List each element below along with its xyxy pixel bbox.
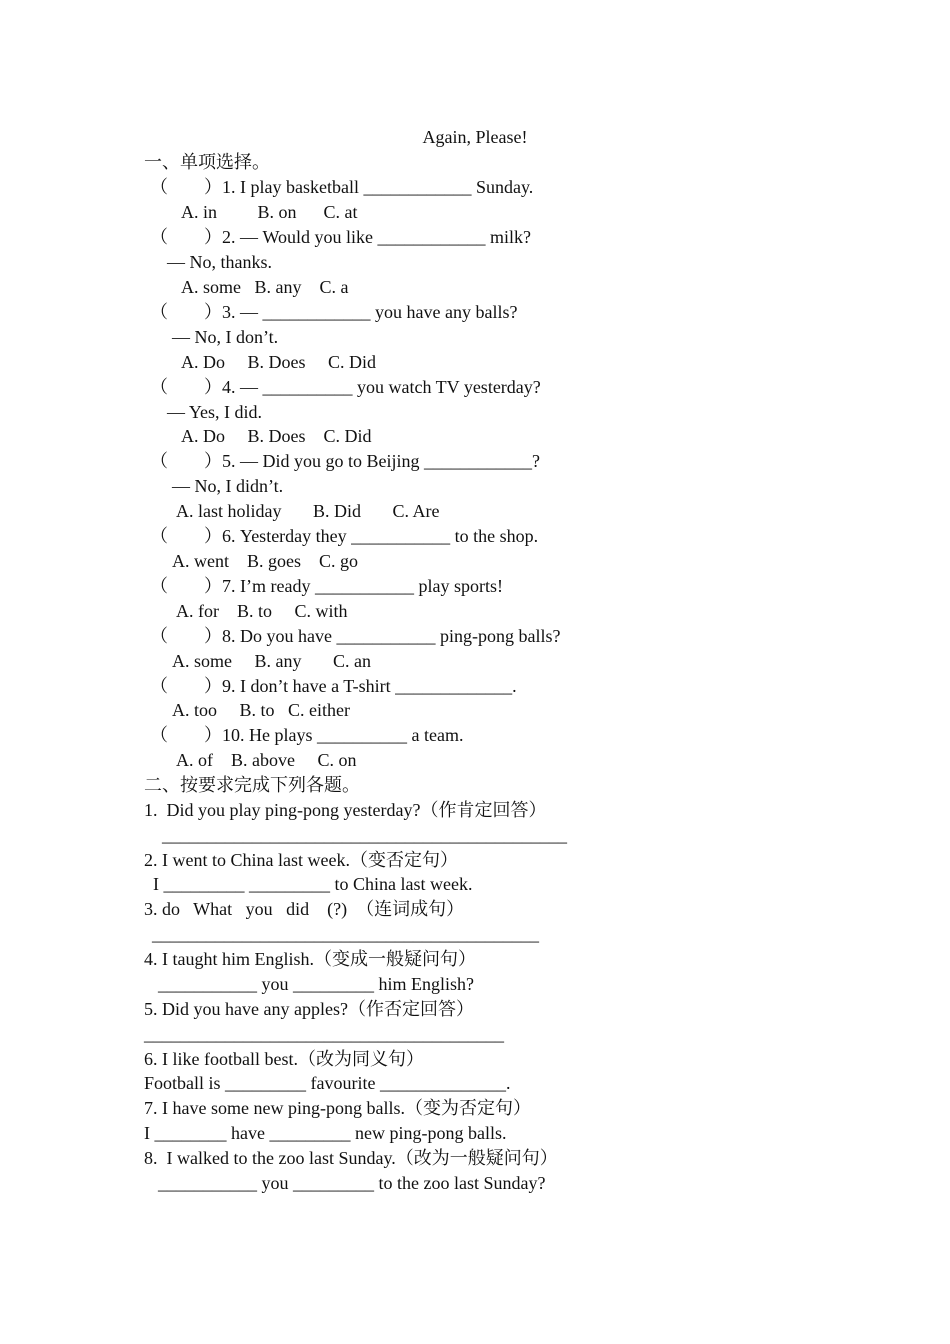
- task-stem: 5. Did you have any apples?（作否定回答）: [144, 999, 474, 1019]
- answer-line[interactable]: _____________________________________________: [162, 825, 567, 845]
- answer-line[interactable]: Football is _________ favourite ______________.: [144, 1073, 511, 1093]
- task-stem: 3. do What you did (?) （连词成句）: [144, 899, 465, 919]
- answer-line[interactable]: I ________ have _________ new ping-pong balls.: [144, 1123, 507, 1143]
- question-options: A. last holiday B. Did C. Are: [176, 501, 440, 521]
- question-options: A. in B. on C. at: [181, 202, 358, 222]
- question-sub: — Yes, I did.: [167, 402, 263, 422]
- task-stem: 6. I like football best.（改为同义句）: [144, 1049, 424, 1069]
- answer-line[interactable]: ___________ you _________ him English?: [158, 974, 474, 994]
- question-stem: （ ）5. — Did you go to Beijing ____________?: [150, 451, 540, 471]
- question-stem: （ ）1. I play basketball ____________ Sunday.: [150, 177, 534, 197]
- section1-heading: 一、单项选择。: [144, 152, 270, 172]
- task-stem: 2. I went to China last week.（变否定句）: [144, 850, 458, 870]
- question-stem: （ ）10. He plays __________ a team.: [150, 725, 464, 745]
- question-stem: （ ）2. — Would you like ____________ milk?: [150, 227, 532, 247]
- question-options: A. too B. to C. either: [172, 700, 350, 720]
- question-options: A. Do B. Does C. Did: [181, 352, 377, 372]
- question-stem: （ ）6. Yesterday they ___________ to the shop.: [150, 526, 539, 546]
- section2-heading: 二、按要求完成下列各题。: [144, 775, 360, 795]
- question-stem: （ ）4. — __________ you watch TV yesterday?: [150, 377, 541, 397]
- question-stem: （ ）7. I’m ready ___________ play sports!: [150, 576, 503, 596]
- page-title: Again, Please!: [422, 127, 528, 147]
- task-stem: 1. Did you play ping-pong yesterday?（作肯定回答）: [144, 800, 547, 820]
- answer-line[interactable]: ________________________________________: [144, 1024, 504, 1044]
- question-options: A. of B. above C. on: [176, 750, 357, 770]
- question-sub: — No, I don’t.: [172, 327, 279, 347]
- question-sub: — No, thanks.: [167, 252, 272, 272]
- question-stem: （ ）9. I don’t have a T-shirt _____________.: [150, 676, 517, 696]
- question-stem: （ ）8. Do you have ___________ ping-pong balls?: [150, 626, 561, 646]
- answer-line[interactable]: ___________ you _________ to the zoo last Sunday?: [158, 1173, 546, 1193]
- task-stem: 4. I taught him English.（变成一般疑问句）: [144, 949, 476, 969]
- question-options: A. went B. goes C. go: [172, 551, 358, 571]
- question-options: A. some B. any C. a: [181, 277, 349, 297]
- question-options: A. for B. to C. with: [176, 601, 348, 621]
- task-stem: 8. I walked to the zoo last Sunday.（改为一般疑问句）: [144, 1148, 558, 1168]
- question-sub: — No, I didn’t.: [172, 476, 284, 496]
- question-stem: （ ）3. — ____________ you have any balls?: [150, 302, 518, 322]
- answer-line[interactable]: I _________ _________ to China last week.: [153, 874, 473, 894]
- answer-line[interactable]: ___________________________________________: [152, 924, 539, 944]
- task-stem: 7. I have some new ping-pong balls.（变为否定句）: [144, 1098, 531, 1118]
- question-options: A. some B. any C. an: [172, 651, 371, 671]
- question-options: A. Do B. Does C. Did: [181, 426, 372, 446]
